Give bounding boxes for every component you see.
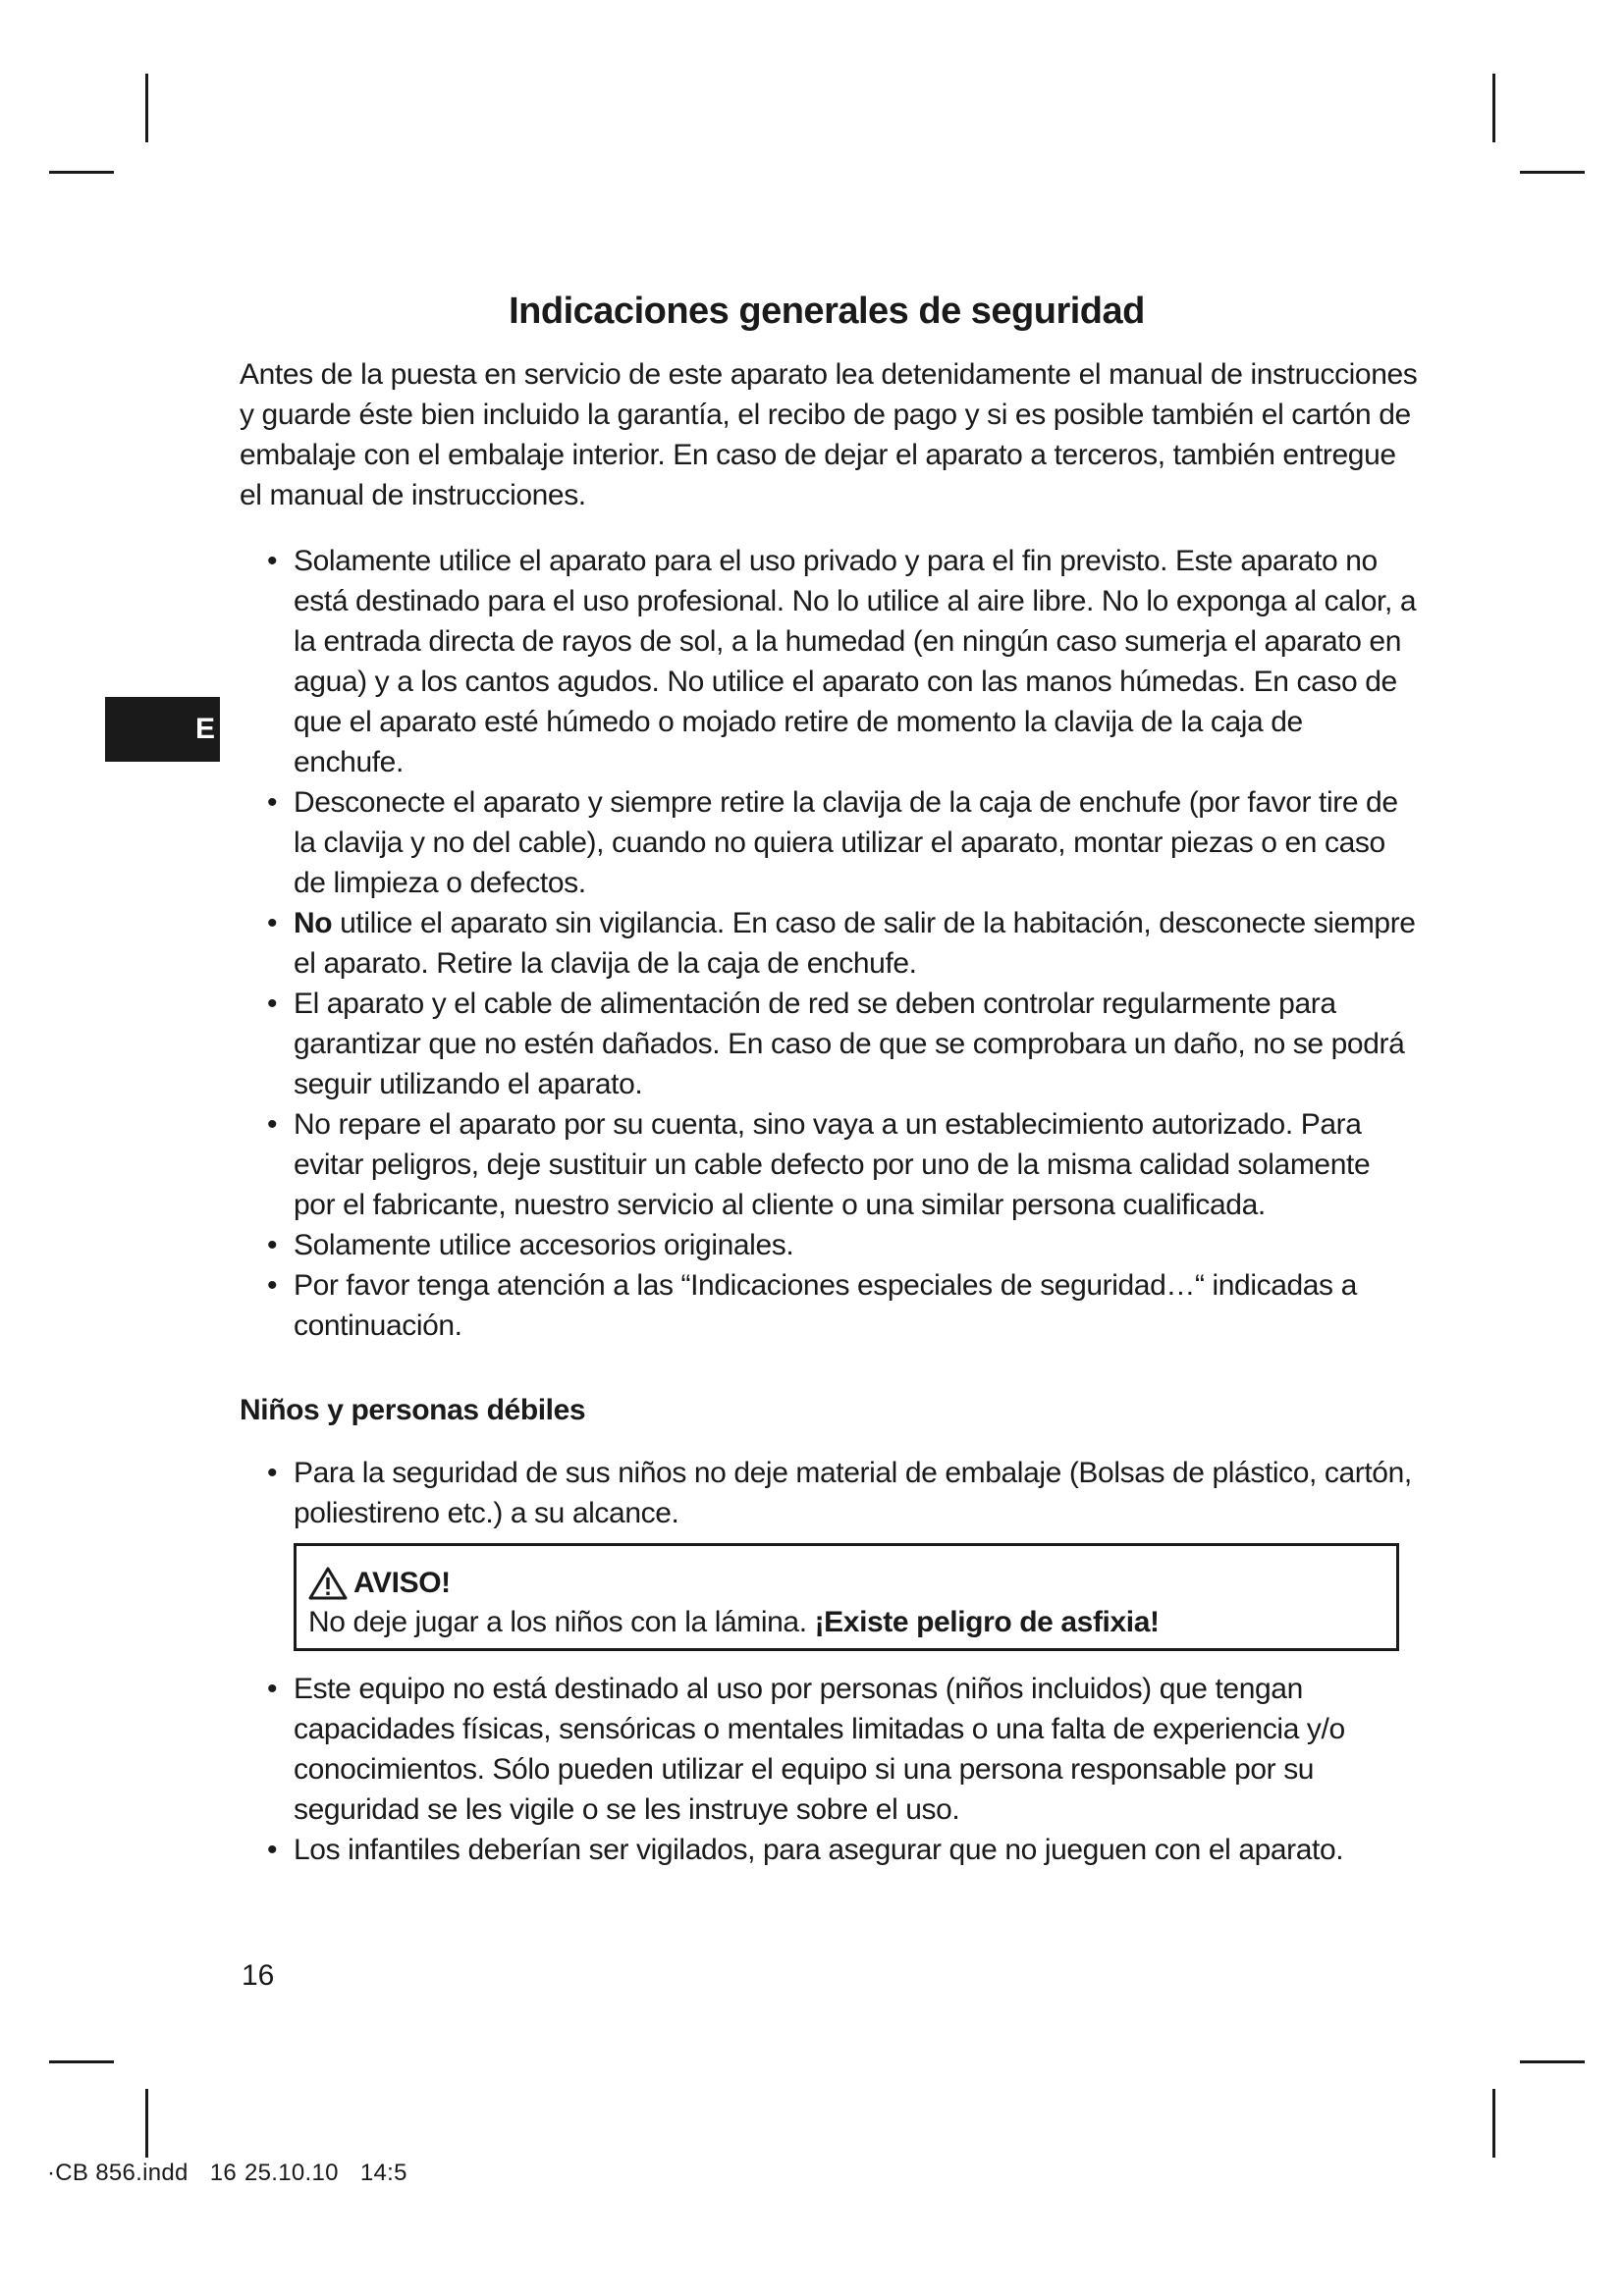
list-item-text: Solamente utilice accesorios originales. (294, 1229, 794, 1261)
list-item: • El aparato y el cable de alimentación de red se deben controlar regularmente para garantizar que no estén dañados. En caso de que se comprobara un daño, no se podrá seguir utilizando el aparato. (267, 988, 1405, 1100)
list-item: • Los infantiles deberían ser vigilados, para asegurar que no jueguen con el aparato. (267, 1834, 1344, 1866)
list-item: • Este equipo no está destinado al uso por personas (niños incluidos) que tengan capacidades físicas, sensóricas o mentales limitadas o una falta de experiencia y/o conocimientos. Sólo pueden utilizar el equipo si una persona responsable por su seguridad se les vigile o se les instruye sobre el uso. (267, 1673, 1345, 1826)
section-heading: Niños y personas débiles (240, 1394, 586, 1426)
crop-mark (49, 2060, 114, 2063)
list-item: • Para la seguridad de sus niños no deje material de embalaje (Bolsas de plástico, cartón, poliestireno etc.) a su alcance. (267, 1457, 1412, 1529)
children-bullet-list (240, 1453, 1418, 1533)
list-item-text: Para la seguridad de sus niños no deje material de embalaje (Bolsas de plástico, cartón, poliestireno etc.) a su alcance. (294, 1457, 1412, 1529)
warning-header (308, 1564, 1396, 1603)
warning-label: AVISO! (353, 1567, 451, 1599)
warning-body: No deje jugar a los niños con la lámina. (308, 1606, 815, 1638)
safety-bullet-list (240, 541, 1418, 1346)
print-slug (47, 2160, 429, 2187)
list-item-text: utilice el aparato sin vigilancia. En caso de salir de la habitación, desconecte siempre el aparato. Retire la clavija de la caja de enchufe. (294, 907, 1416, 980)
crop-mark (1492, 74, 1495, 142)
crop-mark (1520, 2060, 1585, 2063)
list-item-text: Desconecte el aparato y siempre retire la clavija de la caja de enchufe (por favor tire de la clavija y no del cable), cuando no quiera utilizar el aparato, montar piezas o en caso de limpieza o defectos. (294, 786, 1398, 899)
crop-mark (145, 74, 148, 142)
list-item: • No utilice el aparato sin vigilancia. En caso de salir de la habitación, desconecte siempre el aparato. Retire la clavija de la caja de enchufe. (267, 907, 1416, 980)
list-item: • Desconecte el aparato y siempre retire la clavija de la caja de enchufe (por favor tire de la clavija y no del cable), cuando no quiera utilizar el aparato, montar piezas o en caso de limpieza o defectos. (267, 786, 1398, 899)
list-item: • Por favor tenga atención a las “Indicaciones especiales de seguridad…“ indicadas a continuación. (267, 1269, 1357, 1342)
list-item-bold: No (294, 907, 333, 939)
list-item: • Solamente utilice el aparato para el uso privado y para el fin previsto. Este aparato no está destinado para el uso profesional. No lo utilice al aire libre. No lo exponga al calor, a la entrada directa de rayos de sol, a la humedad (en ningún caso sumerja el aparato en agua) y a los cantos agudos. No utilice el aparato con las manos húmedas. En caso de que el aparato esté húmedo o mojado retire de momento la clavija de la caja de enchufe. (267, 545, 1417, 778)
slug-time: 14:5 (359, 2160, 407, 2186)
language-tab: E (105, 697, 220, 762)
list-item-text: No repare el aparato por su cuenta, sino vaya a un establecimiento autorizado. Para evitar peligros, deje sustituir un cable defecto por uno de la misma calidad solamente por el fabricante, nuestro servicio al cliente o una similar persona cualificada. (294, 1108, 1371, 1221)
list-item-text: Solamente utilice el aparato para el uso privado y para el fin previsto. Este aparato no está destinado para el uso profesional. No lo utilice al aire libre. No lo exponga al calor, a la entrada directa de rayos de sol, a la humedad (en ningún caso sumerja el aparato en agua) y a los cantos agudos. No utilice el aparato con las manos húmedas. En caso de que el aparato esté húmedo o mojado retire de momento la clavija de la caja de enchufe. (294, 545, 1417, 778)
list-item: • No repare el aparato por su cuenta, sino vaya a un establecimiento autorizado. Para evitar peligros, deje sustituir un cable defecto por uno de la misma calidad solamente por el fabricante, nuestro servicio al cliente o una similar persona cualificada. (267, 1108, 1371, 1221)
crop-mark (145, 2089, 148, 2158)
crop-mark (49, 171, 114, 174)
crop-mark (1492, 2089, 1495, 2158)
warning-box (294, 1543, 1399, 1651)
warning-emphasis: ¡Existe peligro de asfixia! (814, 1606, 1160, 1638)
list-item-text: Este equipo no está destinado al uso por personas (niños incluidos) que tengan capacidades físicas, sensóricas o mentales limitadas o una falta de experiencia y/o conocimientos. Sólo pueden utilizar el equipo si una persona responsable por su seguridad se les vigile o se les instruye sobre el uso. (294, 1673, 1345, 1826)
slug-date: 25.10.10 (244, 2160, 339, 2186)
warning-text (308, 1603, 1396, 1642)
list-item-text: Por favor tenga atención a las “Indicaciones especiales de seguridad…“ indicadas a continuación. (294, 1269, 1357, 1342)
page-title: Indicaciones generales de seguridad (509, 291, 1145, 332)
slug-file: ·CB 856.indd (47, 2160, 189, 2186)
list-item-text: El aparato y el cable de alimentación de red se deben controlar regularmente para garantizar que no estén dañados. En caso de que se comprobara un daño, no se podrá seguir utilizando el aparato. (294, 988, 1405, 1100)
slug-page: 16 (209, 2160, 237, 2186)
crop-mark (1520, 171, 1585, 174)
list-item-text: Los infantiles deberían ser vigilados, para asegurar que no jueguen con el aparato. (294, 1834, 1344, 1866)
list-item: • Solamente utilice accesorios originales. (267, 1229, 794, 1261)
intro-paragraph: Antes de la puesta en servicio de este aparato lea detenidamente el manual de instrucciones y guarde éste bien incluido la garantía, el recibo de pago y si es posible también el cartón de embalaje con el embalaje interior. En caso de dejar el aparato a terceros, también entregue el manual de instrucciones. (240, 358, 1418, 511)
children-bullet-list-continued (240, 1669, 1418, 1870)
warning-triangle-icon (308, 1567, 348, 1600)
page-number: 16 (242, 1959, 275, 1992)
